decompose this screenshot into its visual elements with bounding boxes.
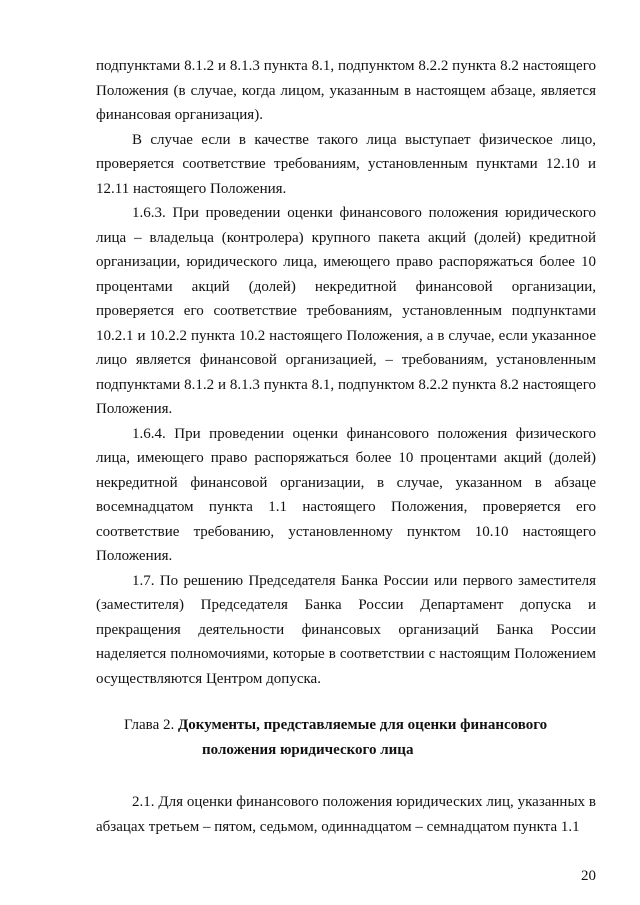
paragraph-individual-case: В случае если в качестве такого лица выступает физическое лицо, проверяется соответствие требованиям, установленным пунктами 12.10 и 12.11 настоящего Положения. bbox=[96, 131, 596, 197]
paragraph-1-6-3: 1.6.3. При проведении оценки финансового положения юридического лица – владельца (контролера) крупного пакета акций (долей) кредитной организации, юридического лица, имеющего право распоряжаться более 10 процентами акций (долей) некредитной финансовой организации, проверяется его соответствие требованиям, установленным подпунктами 10.2.1 и 10.2.2 пункта 10.2 настоящего Положения, а в случае, если указанное лицо является финансовой организацией, – требованиям, установленным подпунктами 8.1.2 и 8.1.3 пункта 8.1, подпунктом 8.2.2 пункта 8.2 настоящего Положения. bbox=[96, 205, 596, 417]
document-page bbox=[96, 54, 596, 839]
paragraph-continuation: подпунктами 8.1.2 и 8.1.3 пункта 8.1, подпунктом 8.2.2 пункта 8.2 настоящего Положения (в случае, когда лицом, указанным в настоящем абзаце, является финансовая организация). bbox=[96, 58, 596, 123]
paragraph-1-7: 1.7. По решению Председателя Банка России или первого заместителя (заместителя) Председателя Банка России Департамент допуска и прекращения деятельности финансовых организаций Банка России наделяется полномочиями, которые в соответствии с настоящим Положением осуществляются Центром допуска. bbox=[96, 572, 596, 687]
paragraph-1-6-4: 1.6.4. При проведении оценки финансового положения физического лица, имеющего право распоряжаться более 10 процентами акций (долей) некредитной финансовой организации, в случае, указанном в абзаце восемнадцатом пункта 1.1 настоящего Положения, проверяется его соответствие требованию, установленному пунктом 10.10 настоящего Положения. bbox=[96, 425, 596, 564]
chapter-title-line1: Документы, представляемые для оценки финансового bbox=[177, 717, 548, 733]
chapter-title-line2: положения юридического лица bbox=[202, 741, 414, 758]
page-number: 20 bbox=[581, 868, 596, 884]
paragraph-2-1: 2.1. Для оценки финансового положения юридических лиц, указанных в абзацах третьем – пятом, седьмом, одиннадцатом – семнадцатом пункта 1.1 bbox=[96, 794, 596, 835]
chapter-heading bbox=[96, 713, 596, 762]
chapter-number: Глава 2. bbox=[124, 717, 175, 733]
